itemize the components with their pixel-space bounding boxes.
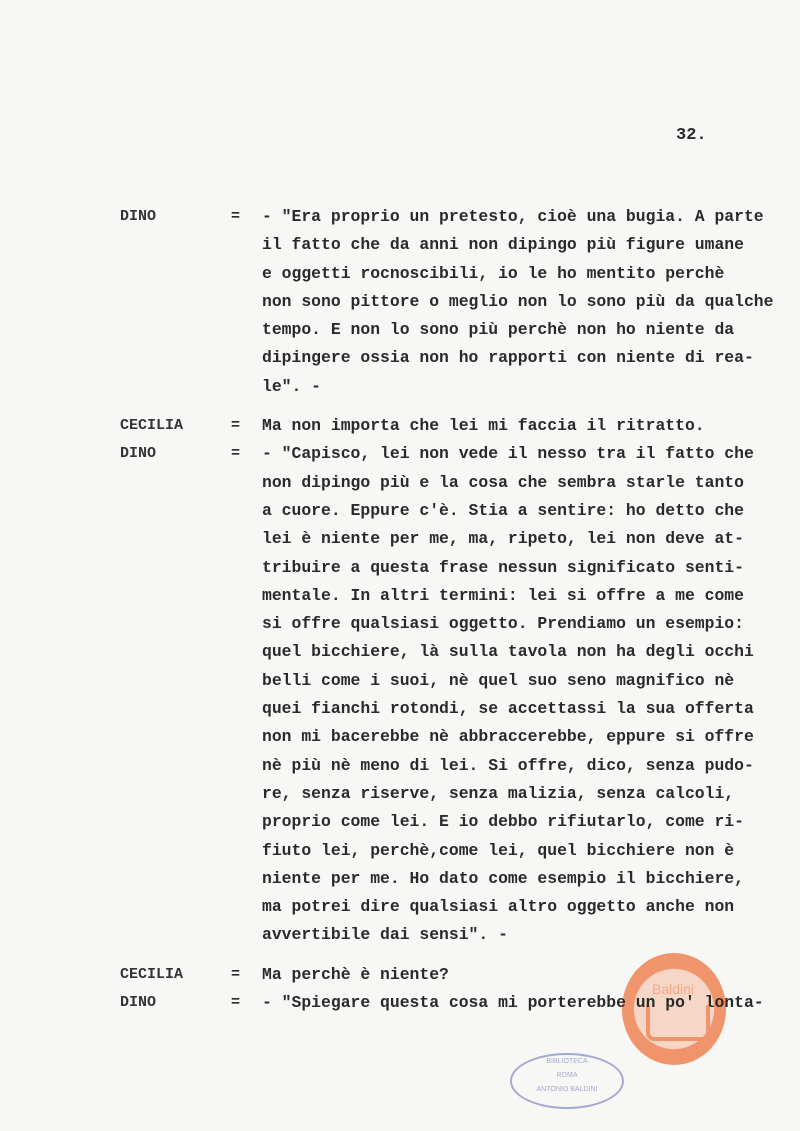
speaker-name: DINO bbox=[120, 445, 157, 463]
text-line: Ma perchè è niente? bbox=[262, 964, 449, 984]
stamp-line: ROMA bbox=[556, 1072, 578, 1079]
text-line: quel bicchiere, là sulla tavola non ha degli occhi bbox=[262, 642, 754, 662]
dialogue-turn bbox=[0, 203, 800, 401]
separator: = bbox=[231, 445, 241, 463]
text-line: - "Era proprio un pretesto, cioè una bugia. A parte bbox=[262, 207, 764, 226]
speaker-name: CECILIA bbox=[120, 965, 184, 983]
text-line: proprio come lei. E io debbo rifiutarlo, come ri- bbox=[262, 812, 744, 832]
separator: = bbox=[231, 994, 241, 1012]
text-line: tribuire a questa frase nessun significato senti- bbox=[262, 557, 744, 577]
separator: = bbox=[231, 965, 241, 983]
dialogue bbox=[0, 203, 800, 1028]
text-line: nè più nè meno di lei. Si offre, dico, senza pudo- bbox=[262, 755, 754, 775]
text-line: Ma non importa che lei mi faccia il ritratto. bbox=[262, 416, 705, 436]
text-line: fiuto lei, perchè,come lei, quel bicchiere non è bbox=[262, 840, 735, 860]
text-line: - "Capisco, lei non vede il nesso tra il fatto che bbox=[262, 444, 754, 464]
separator: = bbox=[231, 208, 241, 225]
text-line: non mi bacerebbe nè abbraccerebbe, eppure si offre bbox=[262, 727, 754, 747]
speech-text bbox=[262, 961, 800, 989]
logo-text: Baldini bbox=[652, 981, 695, 997]
dialogue-turn bbox=[0, 961, 800, 989]
text-line: ma potrei dire qualsiasi altro oggetto anche non bbox=[262, 897, 735, 917]
speech-text bbox=[262, 203, 800, 401]
separator: = bbox=[231, 417, 241, 435]
speech-text bbox=[262, 412, 800, 440]
text-line: non sono pittore o meglio non lo sono più da qualche bbox=[262, 291, 774, 311]
text-line: re, senza riserve, senza malizia, senza calcoli, bbox=[262, 783, 735, 803]
text-line: belli come i suoi, nè quel suo seno magnifico nè bbox=[262, 670, 735, 690]
text-line: dipingere ossia non ho rapporti con niente di rea- bbox=[262, 348, 754, 368]
text-line: - "Spiegare questa cosa mi porterebbe un po' lonta- bbox=[262, 993, 764, 1013]
stamp-line: ANTONIO BALDINI bbox=[536, 1086, 598, 1093]
dialogue-turn bbox=[0, 412, 800, 440]
text-line: niente per me. Ho dato come esempio il bicchiere, bbox=[262, 868, 744, 888]
stamp-line: BIBLIOTECA bbox=[546, 1058, 588, 1065]
dialogue-turn bbox=[0, 989, 800, 1017]
text-line: non dipingo più e la cosa che sembra starle tanto bbox=[262, 472, 744, 492]
speaker-name: DINO bbox=[120, 994, 157, 1012]
speech-text bbox=[262, 440, 800, 949]
text-line: e oggetti rocnoscibili, io le ho mentito perchè bbox=[262, 263, 725, 283]
text-line: mentale. In altri termini: lei si offre a me come bbox=[262, 585, 744, 605]
text-line: si offre qualsiasi oggetto. Prendiamo un esempio: bbox=[262, 614, 744, 634]
text-line: tempo. E non lo sono più perchè non ho niente da bbox=[262, 320, 735, 340]
text-line: avvertibile dai sensi". - bbox=[262, 925, 508, 945]
text-line: quei fianchi rotondi, se accettassi la sua offerta bbox=[262, 699, 754, 719]
text-line: le". - bbox=[262, 376, 322, 396]
speaker-name: CECILIA bbox=[120, 417, 184, 435]
dialogue-turn bbox=[0, 440, 800, 949]
speaker-name: DINO bbox=[120, 208, 157, 225]
page-number: 32. bbox=[676, 126, 707, 145]
speech-text bbox=[262, 989, 800, 1017]
text-line: il fatto che da anni non dipingo più figure umane bbox=[262, 235, 744, 255]
text-line: a cuore. Eppure c'è. Stia a sentire: ho detto che bbox=[262, 500, 744, 520]
text-line: lei è niente per me, ma, ripeto, lei non deve at- bbox=[262, 529, 744, 549]
library-stamp bbox=[510, 1053, 624, 1109]
